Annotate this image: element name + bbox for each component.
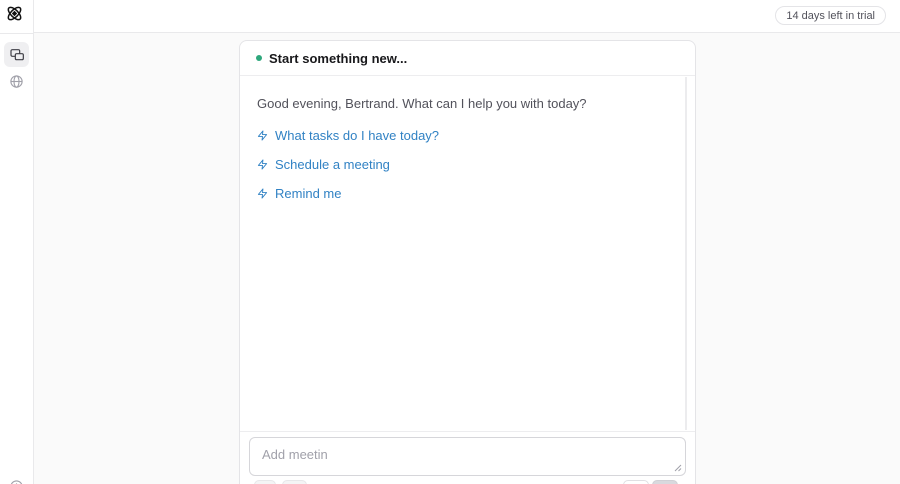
globe-icon xyxy=(9,74,24,89)
zap-icon xyxy=(257,158,268,171)
assistant-greeting: Good evening, Bertrand. What can I help you with today? xyxy=(257,96,587,111)
composer-actions xyxy=(249,480,686,484)
chat-panel xyxy=(239,40,696,484)
sidebar-divider xyxy=(0,33,33,34)
suggestion-label: Remind me xyxy=(275,185,342,201)
chat-windows-icon xyxy=(9,47,25,63)
trial-badge-label: 14 days left in trial xyxy=(786,9,875,22)
suggestion-schedule-meeting[interactable] xyxy=(257,157,678,171)
zap-icon xyxy=(257,129,268,142)
sidebar xyxy=(0,0,34,484)
composer-send-button[interactable] xyxy=(652,480,678,484)
composer-tool-button-2[interactable] xyxy=(282,480,307,484)
app-logo[interactable] xyxy=(5,4,24,23)
clock-icon xyxy=(9,479,24,484)
online-status-dot xyxy=(256,55,262,61)
suggestion-list xyxy=(257,128,678,200)
sidebar-item-history[interactable] xyxy=(4,474,29,484)
scrollbar-track[interactable] xyxy=(685,77,687,430)
suggestion-label: What tasks do I have today? xyxy=(275,127,440,143)
composer-tool-button-1[interactable] xyxy=(254,480,276,484)
trial-badge xyxy=(775,6,886,25)
composer-footer xyxy=(240,431,695,484)
message-input[interactable] xyxy=(250,438,685,475)
suggestion-label: Schedule a meeting xyxy=(275,156,390,172)
composer-secondary-button[interactable] xyxy=(623,480,649,484)
top-bar xyxy=(0,0,900,33)
zap-icon xyxy=(257,187,268,200)
chat-title: Start something new... xyxy=(269,50,408,66)
chat-header xyxy=(240,41,695,76)
message-area xyxy=(240,76,695,431)
suggestion-remind-me[interactable] xyxy=(257,186,678,200)
composer xyxy=(249,437,686,476)
suggestion-tasks-today[interactable] xyxy=(257,128,678,142)
sidebar-item-chats[interactable] xyxy=(4,42,29,67)
sidebar-item-browser[interactable] xyxy=(4,69,29,94)
atom-logo-icon xyxy=(5,4,24,23)
